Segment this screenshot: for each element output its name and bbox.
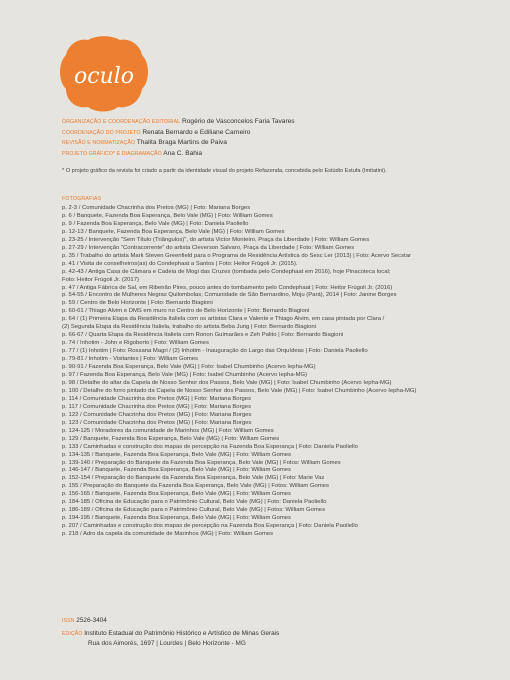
photo-credit-item: p. 79-81 / Inhotim - Visitantes | Foto: William Gomes — [62, 356, 198, 363]
photo-credit-item: p. 100 / Detalhe do forro pintado da Capela de Nosso Senhor dos Passos, Belo Vale (MG) | Foto: Isabel Chumbinho (Acervo Iepha-MG) — [62, 387, 417, 394]
issn-row — [62, 617, 107, 624]
photo-credit-item: p. 47 / Antiga Fábrica de Sal, em Ribeirão Pires, pouco antes do tombamento pelo Condephaat | Foto: Heitor Frúgoli Jr. (2016) — [62, 284, 393, 291]
photo-credit-item: p. 114 / Comunidade Chacrinha dos Pretos (MG) | Foto: Mariana Borges — [62, 395, 252, 402]
credits-block — [62, 117, 295, 160]
photo-credit-item: p. 59 / Centro de Belo Horizonte | Foto: Bernardo Biagioni — [62, 300, 213, 307]
photo-credit-item: p. 90-91 / Fazenda Boa Esperança, Belo Vale (MG) | Foto: Isabel Chumbinho (Acervo Iepha-MG) — [62, 364, 316, 371]
credit-value: Ana C. Bahia — [163, 150, 203, 158]
photo-credit-item: p. 117 / Comunidade Chacrinha dos Pretos (MG) | Foto: Mariana Borges — [62, 403, 252, 410]
issn-value: 2526-3404 — [76, 617, 107, 624]
photo-credit-item: p. 41 / Visita de conselheiros(as) do Condephaat a Santos | Foto: Heitor Frúgoli Jr. (2015). — [62, 260, 298, 267]
photo-credit-item: p. 133 / Caminhadas e construção dos mapas de percepção na Fazenda Boa Esperança | Foto: Daniela Paoliello — [62, 443, 358, 450]
photo-credit-item: p. 186-189 / Oficina de Educação para o Patrimônio Cultural, Belo Vale (MG) | Fotos: William Gomes — [62, 507, 326, 514]
oculo-logo-shape — [60, 35, 148, 113]
photo-credit-item: p. 152-154 / Preparação do Banquete da Fazenda Boa Esperança, Belo Vale (MG) | Foto: Marie Vaz — [62, 475, 325, 482]
photo-credit-item: p. 184-185 / Oficina de Educação para o Patrimônio Cultural, Belo Vale (MG) | Foto: Daniela Paoliello — [62, 499, 327, 506]
photos-section-label: FOTOGRAFIAS — [62, 196, 102, 202]
edicao-label: EDIÇÃO — [62, 631, 83, 637]
photo-credit-item: p. 98 / Detalhe do altar da Capela de Nosso Senhor dos Passos, Belo Vale (MG) | Foto: Isabel Chumbinho (Acervo Iepha-MG) — [62, 379, 392, 386]
credit-row-coordenacao — [62, 128, 295, 139]
photo-credit-item: p. 124-125 / Moradores da comunidade de Marinhos (MG) | Foto: William Gomes — [62, 427, 274, 434]
photo-credit-item: p. 77 / (1) Inhotim | Foto: Rossana Magri / (2) Inhotim - Inauguração do Largo das Orquídeas | Foto: Daniela Paoliello — [62, 348, 368, 355]
photo-credit-item: p. 134-135 / Banquete, Fazenda Boa Esperança, Belo Vale (MG) | Foto: William Gomes — [62, 451, 291, 458]
credit-label: ORGANIZAÇÃO E COORDENAÇÃO EDITORIAL — [62, 119, 181, 125]
credit-value: Renata Bernardo e Ediliane Carneiro — [142, 128, 251, 136]
photo-credit-item: p. 97 / Fazenda Boa Esperança, Belo Vale (MG) | Foto: Isabel Chumbinho (Acervo Iepha-MG) — [62, 372, 308, 379]
photo-credit-item: p. 122 / Comunidade Chacrinha dos Pretos (MG) | Foto: Mariana Borges — [62, 411, 252, 418]
photo-credit-item: p. 66-67 / Quarta Etapa da Residência Italiela com Ronon Guimarães e Zeh Palito | Foto: Bernardo Biagioni — [62, 332, 344, 339]
photo-credit-item: p. 23-25 / Intervenção "Sem Título (Triângulos)", do artista Victor Monteiro, Praça da Liberdade | Foto: William Gomes — [62, 236, 370, 243]
photo-credit-item: p. 64 / (1) Primeira Etapa da Residência Italiela com os artistas Clara e Valente e Thiago Alvim, em casa pintada por Clara / — [62, 316, 385, 323]
photo-credit-item: p. 139-140 / Preparação do Banquete da Fazenda Boa Esperança, Belo Vale (MG) | Fotos: William Gomes — [62, 459, 341, 466]
photo-credit-item: p. 54-55 / Encontro de Mulheres Negras Quilombolas, Comunidade de São Bernardino, Moju (Pará), 2014 | Foto: Janine Borges — [62, 292, 397, 299]
photo-credit-item: p. 156-165 / Banquete, Fazenda Boa Esperança, Belo Vale (MG) | Foto: William Gomes — [62, 491, 291, 498]
photo-credit-item: p. 207 / Caminhadas e construção dos mapas de percepção na Fazenda Boa Esperança | Foto: Daniela Paoliello — [62, 523, 358, 530]
credit-row-revisao — [62, 138, 295, 149]
photo-credit-item: p. 123 / Comunidade Chacrinha dos Pretos (MG) | Foto: Mariana Borges — [62, 419, 252, 426]
logo-text: oculo — [73, 64, 135, 89]
edicao-row — [62, 629, 279, 649]
credit-value: Thalita Braga Martins de Paiva — [136, 139, 227, 147]
credit-label: PROJETO GRÁFICO* E DIAGRAMAÇÃO — [62, 151, 162, 158]
credit-label: REVISÃO E NORMATIZAÇÃO — [62, 140, 136, 147]
photo-credit-item: p. 74 / Inhotim - John e Rigoberto | Foto: William Gomes — [62, 340, 209, 347]
oculo-logo — [60, 35, 148, 113]
photo-credit-item: p. 9 / Fazenda Boa Esperança, Belo Vale (MG) | Foto: Daniela Paoliello — [62, 220, 249, 227]
photo-credit-item: p. 194-195 / Banquete, Fazenda Boa Esperança, Belo Vale (MG) | Foto: William Gomes — [62, 515, 291, 522]
photo-credit-item: (2) Segunda Etapa da Residência Italiela, trabalho do artista Beba Jung | Foto: Bernardo Biagioni — [62, 324, 317, 331]
edicao-value: Instituto Estadual do Patrimônio Histórico e Artístico de Minas Gerais — [84, 630, 280, 637]
credit-row-organizacao — [62, 117, 295, 128]
photo-credit-item: p. 2-3 / Comunidade Chacrinha dos Pretos (MG) | Foto: Mariana Borges — [62, 205, 251, 211]
photo-credit-item: p. 27-29 / Intervenção "Contracorrente" do artista Cleverson Salvaro, Praça da Liberdade | Foto: William Gomes — [62, 244, 355, 251]
photo-credit-item: p. 218 / Adro da capela da comunidade de Marinhos (MG) | Foto: William Gomes — [62, 531, 274, 538]
photo-credit-item: p. 42-43 / Antiga Casa de Câmara e Cadeia de Mogi das Cruzes (tombada pelo Condephaat em 2016), hoje Pinacoteca local; — [62, 268, 391, 275]
credit-value: Rogério de Vasconcelos Faria Tavares — [181, 118, 295, 125]
photo-credit-item: p. 129 / Banquete, Fazenda Boa Esperança, Belo Vale (MG) | Foto: William Gomes — [62, 435, 280, 442]
edicao-address: Rua dos Aimorés, 1697 | Lourdes | Belo Horizonte - MG — [88, 640, 246, 647]
credit-row-projeto-grafico — [62, 149, 295, 160]
photo-credit-item: p. 35 / Trabalho do artista Mark Steven Greenfield para o Programa de Residência Artística do Sesc Ler (2013) | Foto: Acervo Secstar — [62, 252, 411, 259]
photo-credit-item: p. 60-61 / Thiago Alvim e DMS em muro no Centro de Belo Horizonte | Foto: Bernardo Biagioni — [62, 308, 310, 315]
photo-credit-item: p. 6 / Banquete, Fazenda Boa Esperança, Belo Vale (MG) | Foto: William Gomes — [62, 212, 273, 219]
photo-credit-item: p. 155 / Preparação do Banquete da Fazenda Boa Esperança, Belo Vale (MG) | Fotos: William Gomes — [62, 483, 329, 490]
photo-credits-list — [62, 205, 502, 539]
design-note: * O projeto gráfico da revista foi criado a partir da identidade visual do projeto Refazenda, concebida pelo Estúdio Estufa (Imitatini). — [62, 168, 387, 174]
photo-credit-item: p. 12-13 / Banquete, Fazenda Boa Esperança, Belo Vale (MG) | Foto: William Gomes — [62, 228, 285, 235]
issn-label: ISSN — [62, 618, 75, 624]
photo-credit-item: p. 146-147 / Banquete, Fazenda Boa Esperança, Belo Vale (MG) | Foto: William Gomes — [62, 467, 291, 474]
photo-credit-item: Foto: Heitor Frúgoli Jr. (2017) — [62, 276, 139, 283]
credit-label: COORDENAÇÃO DO PROJETO — [62, 129, 141, 136]
